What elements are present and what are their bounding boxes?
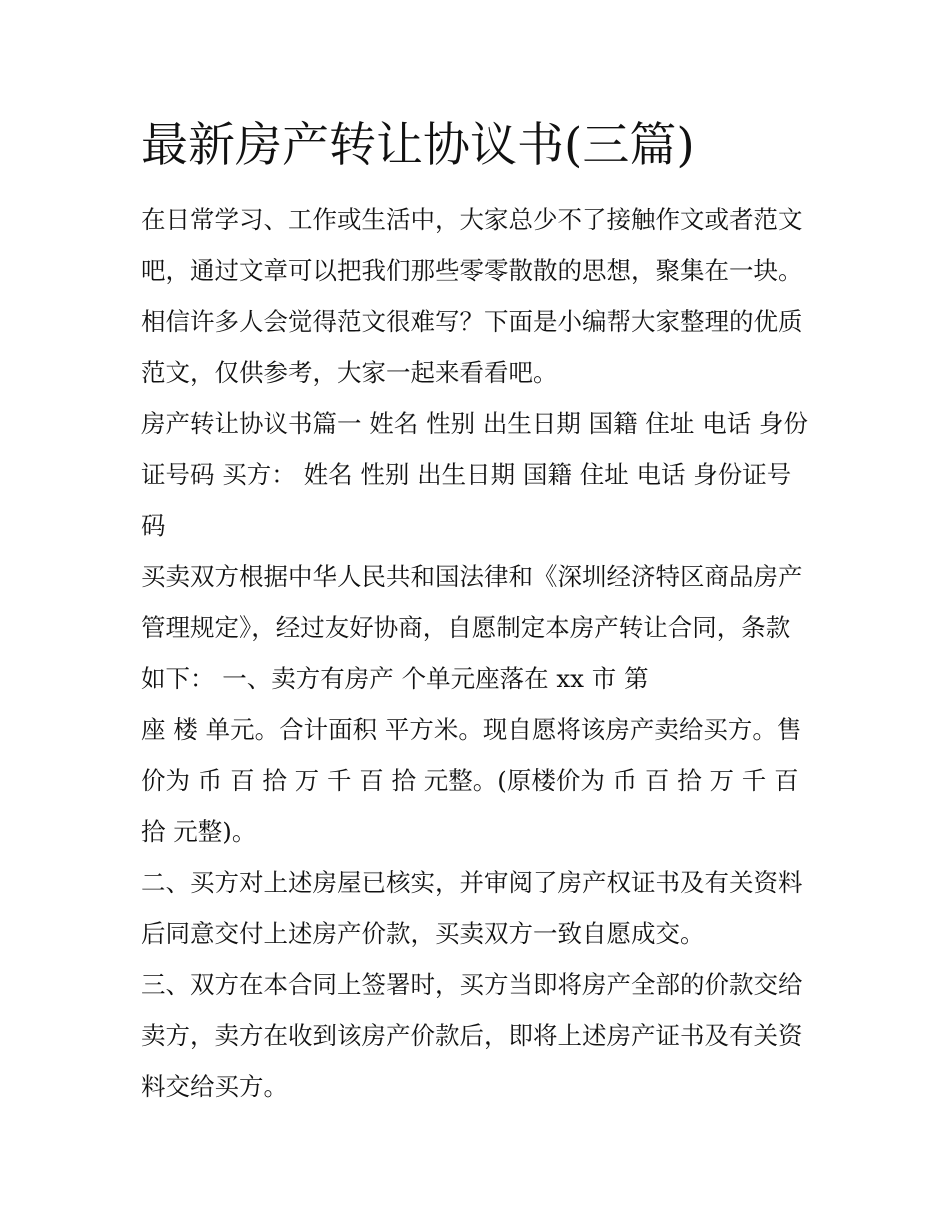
- paragraph-line: 范文，仅供参考，大家一起来看看吧。: [141, 358, 558, 387]
- paragraph-line: 吧，通过文章可以把我们那些零零散散的思想，聚集在一块。: [141, 256, 803, 285]
- paragraph-line: 卖方，卖方在收到该房产价款后，即将上述房产证书及有关资: [141, 1021, 803, 1050]
- paragraph-line: 价为 币 百 拾 万 千 百 拾 元整。(原楼价为 币 百 拾 万 千 百: [141, 766, 799, 795]
- paragraph-line: 拾 元整)。: [141, 817, 257, 846]
- paragraph-line: 买卖双方根据中华人民共和国法律和《深圳经济特区商品房产: [141, 562, 803, 591]
- paragraph-line: 后同意交付上述房产价款，买卖双方一致自愿成交。: [141, 919, 705, 948]
- paragraph-line: 房产转让协议书篇一 姓名 性别 出生日期 国籍 住址 电话 身份: [141, 409, 809, 438]
- paragraph-line: 如下： 一、卖方有房产 个单元座落在 xx 市 第: [141, 664, 649, 693]
- paragraph-line: 管理规定》，经过友好协商，自愿制定本房产转让合同，条款: [141, 613, 791, 642]
- paragraph-line: 码: [141, 511, 166, 540]
- paragraph-line: 在日常学习、工作或生活中，大家总少不了接触作文或者范文: [141, 205, 803, 234]
- paragraph-line: 三、双方在本合同上签署时，买方当即将房产全部的价款交给: [141, 970, 803, 999]
- paragraph-line: 座 楼 单元。合计面积 平方米。现自愿将该房产卖给买方。售: [141, 715, 802, 744]
- paragraph-line: 相信许多人会觉得范文很难写？下面是小编帮大家整理的优质: [141, 307, 803, 336]
- document-title: 最新房产转让协议书(三篇): [141, 118, 695, 173]
- paragraph-line: 证号码 买方： 姓名 性别 出生日期 国籍 住址 电话 身份证号: [141, 460, 792, 489]
- paragraph-line: 料交给买方。: [141, 1072, 288, 1101]
- paragraph-line: 二、买方对上述房屋已核实，并审阅了房产权证书及有关资料: [141, 868, 803, 897]
